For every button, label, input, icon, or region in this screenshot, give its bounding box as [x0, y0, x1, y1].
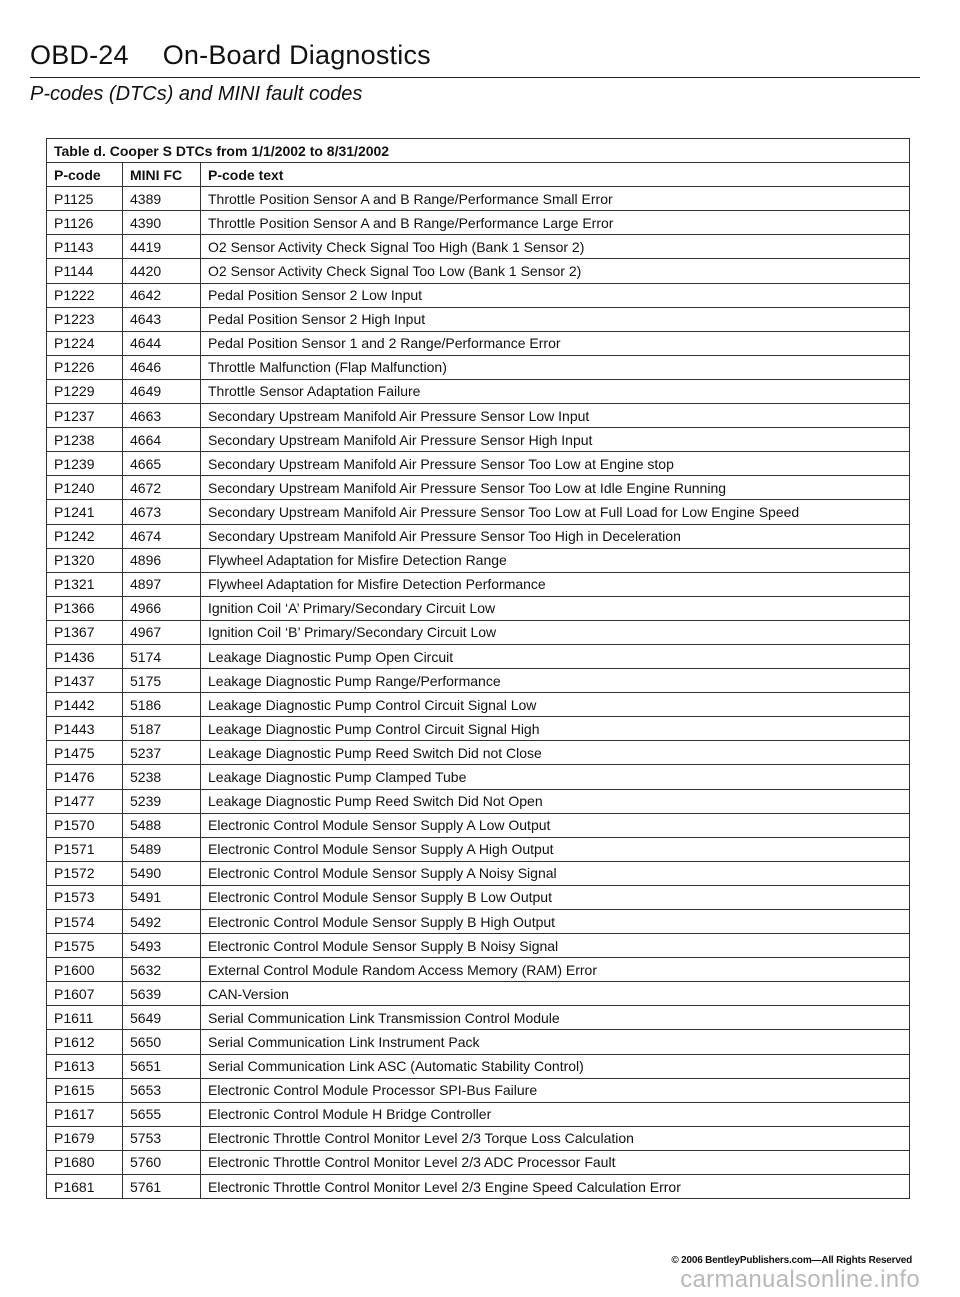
pcode-cell: P1570	[47, 813, 123, 837]
mini-fc-cell: 5651	[123, 1054, 201, 1078]
pcode-cell: P1475	[47, 741, 123, 765]
chapter-title: On-Board Diagnostics	[162, 40, 431, 70]
pcode-text-cell: Leakage Diagnostic Pump Range/Performance	[201, 669, 910, 693]
page-header	[30, 40, 920, 106]
pcode-text-cell: Electronic Control Module Sensor Supply A Noisy Signal	[201, 861, 910, 885]
pcode-cell: P1442	[47, 693, 123, 717]
pcode-text-cell: Leakage Diagnostic Pump Reed Switch Did not Close	[201, 741, 910, 765]
pcode-cell: P1680	[47, 1150, 123, 1174]
table-row	[47, 910, 910, 934]
mini-fc-cell: 5237	[123, 741, 201, 765]
table-row	[47, 524, 910, 548]
table-row	[47, 837, 910, 861]
mini-fc-cell: 4674	[123, 524, 201, 548]
pcode-cell: P1241	[47, 500, 123, 524]
mini-fc-cell: 5650	[123, 1030, 201, 1054]
mini-fc-cell: 5632	[123, 958, 201, 982]
mini-fc-cell: 4664	[123, 428, 201, 452]
table-row	[47, 211, 910, 235]
pcode-text-cell: O2 Sensor Activity Check Signal Too High (Bank 1 Sensor 2)	[201, 235, 910, 259]
table-row	[47, 1006, 910, 1030]
pcode-cell: P1125	[47, 187, 123, 211]
pcode-cell: P1443	[47, 717, 123, 741]
column-header-mini-fc: MINI FC	[123, 163, 201, 187]
table-row	[47, 620, 910, 644]
pcode-cell: P1575	[47, 934, 123, 958]
pcode-text-cell: Secondary Upstream Manifold Air Pressure Sensor Too Low at Engine stop	[201, 452, 910, 476]
mini-fc-cell: 5175	[123, 669, 201, 693]
pcode-cell: P1612	[47, 1030, 123, 1054]
pcode-text-cell: O2 Sensor Activity Check Signal Too Low (Bank 1 Sensor 2)	[201, 259, 910, 283]
pcode-cell: P1143	[47, 235, 123, 259]
mini-fc-cell: 4673	[123, 500, 201, 524]
pcode-cell: P1679	[47, 1126, 123, 1150]
table-row	[47, 307, 910, 331]
mini-fc-cell: 5492	[123, 910, 201, 934]
table-row	[47, 283, 910, 307]
table-row	[47, 476, 910, 500]
pcode-text-cell: Leakage Diagnostic Pump Clamped Tube	[201, 765, 910, 789]
pcode-text-cell: Leakage Diagnostic Pump Open Circuit	[201, 644, 910, 668]
pcode-text-cell: Secondary Upstream Manifold Air Pressure Sensor Too High in Deceleration	[201, 524, 910, 548]
pcode-text-cell: Electronic Control Module Sensor Supply A Low Output	[201, 813, 910, 837]
mini-fc-cell: 4966	[123, 596, 201, 620]
mini-fc-cell: 5761	[123, 1175, 201, 1199]
page-title	[30, 40, 920, 71]
table-caption-row	[47, 139, 910, 163]
pcode-text-cell: Electronic Control Module Sensor Supply B Low Output	[201, 885, 910, 909]
pcode-cell: P1222	[47, 283, 123, 307]
table-row	[47, 958, 910, 982]
table-row	[47, 1175, 910, 1199]
table-row	[47, 331, 910, 355]
copyright-notice: © 2006 BentleyPublishers.com—All Rights Reserved	[671, 1255, 912, 1266]
pcode-text-cell: Electronic Control Module Sensor Supply B High Output	[201, 910, 910, 934]
mini-fc-cell: 5655	[123, 1102, 201, 1126]
table-row	[47, 982, 910, 1006]
table-row	[47, 717, 910, 741]
pcode-cell: P1613	[47, 1054, 123, 1078]
pcode-cell: P1437	[47, 669, 123, 693]
pcode-text-cell: Leakage Diagnostic Pump Control Circuit Signal Low	[201, 693, 910, 717]
pcode-cell: P1681	[47, 1175, 123, 1199]
pcode-text-cell: Serial Communication Link Transmission Control Module	[201, 1006, 910, 1030]
page-subtitle: P-codes (DTCs) and MINI fault codes	[30, 83, 363, 105]
pcode-cell: P1239	[47, 452, 123, 476]
table-row	[47, 259, 910, 283]
pcode-cell: P1126	[47, 211, 123, 235]
mini-fc-cell: 4897	[123, 572, 201, 596]
table-header-row	[47, 163, 910, 187]
pcode-cell: P1611	[47, 1006, 123, 1030]
table-caption: Table d. Cooper S DTCs from 1/1/2002 to 8/31/2002	[47, 139, 910, 163]
mini-fc-cell: 5649	[123, 1006, 201, 1030]
table-row	[47, 596, 910, 620]
pcode-text-cell: CAN-Version	[201, 982, 910, 1006]
mini-fc-cell: 4646	[123, 355, 201, 379]
mini-fc-cell: 5488	[123, 813, 201, 837]
pcode-text-cell: Electronic Control Module Sensor Supply B Noisy Signal	[201, 934, 910, 958]
table-row	[47, 1078, 910, 1102]
column-header-pcode: P-code	[47, 163, 123, 187]
table-row	[47, 428, 910, 452]
pcode-text-cell: Leakage Diagnostic Pump Control Circuit Signal High	[201, 717, 910, 741]
mini-fc-cell: 4644	[123, 331, 201, 355]
pcode-cell: P1242	[47, 524, 123, 548]
mini-fc-cell: 4649	[123, 379, 201, 403]
table-row	[47, 548, 910, 572]
pcode-text-cell: Secondary Upstream Manifold Air Pressure Sensor Too Low at Idle Engine Running	[201, 476, 910, 500]
mini-fc-cell: 4672	[123, 476, 201, 500]
pcode-text-cell: Electronic Control Module H Bridge Controller	[201, 1102, 910, 1126]
pcode-text-cell: Electronic Control Module Processor SPI-Bus Failure	[201, 1078, 910, 1102]
mini-fc-cell: 5238	[123, 765, 201, 789]
pcode-cell: P1615	[47, 1078, 123, 1102]
pcode-text-cell: Serial Communication Link Instrument Pack	[201, 1030, 910, 1054]
table-row	[47, 500, 910, 524]
pcode-text-cell: Electronic Throttle Control Monitor Level 2/3 Engine Speed Calculation Error	[201, 1175, 910, 1199]
table-row	[47, 1030, 910, 1054]
pcode-text-cell: Pedal Position Sensor 2 Low Input	[201, 283, 910, 307]
mini-fc-cell: 5490	[123, 861, 201, 885]
pcode-cell: P1321	[47, 572, 123, 596]
pcode-text-cell: Secondary Upstream Manifold Air Pressure Sensor Low Input	[201, 404, 910, 428]
pcode-text-cell: Throttle Sensor Adaptation Failure	[201, 379, 910, 403]
mini-fc-cell: 4643	[123, 307, 201, 331]
mini-fc-cell: 5186	[123, 693, 201, 717]
pcode-text-cell: Secondary Upstream Manifold Air Pressure Sensor High Input	[201, 428, 910, 452]
table-row	[47, 669, 910, 693]
table-row	[47, 765, 910, 789]
mini-fc-cell: 4389	[123, 187, 201, 211]
pcode-text-cell: External Control Module Random Access Memory (RAM) Error	[201, 958, 910, 982]
mini-fc-cell: 4419	[123, 235, 201, 259]
mini-fc-cell: 5174	[123, 644, 201, 668]
table-row	[47, 885, 910, 909]
table-row	[47, 813, 910, 837]
pcode-cell: P1367	[47, 620, 123, 644]
table-row	[47, 572, 910, 596]
pcode-cell: P1238	[47, 428, 123, 452]
pcode-cell: P1607	[47, 982, 123, 1006]
watermark: carmanualsonline.info	[680, 1266, 920, 1293]
pcode-text-cell: Pedal Position Sensor 1 and 2 Range/Performance Error	[201, 331, 910, 355]
mini-fc-cell: 4642	[123, 283, 201, 307]
pcode-text-cell: Serial Communication Link ASC (Automatic Stability Control)	[201, 1054, 910, 1078]
mini-fc-cell: 5489	[123, 837, 201, 861]
table-row	[47, 1150, 910, 1174]
pcode-text-cell: Electronic Control Module Sensor Supply A High Output	[201, 837, 910, 861]
table-body	[47, 187, 910, 1199]
table-row	[47, 187, 910, 211]
mini-fc-cell: 5753	[123, 1126, 201, 1150]
mini-fc-cell: 5239	[123, 789, 201, 813]
mini-fc-cell: 5760	[123, 1150, 201, 1174]
mini-fc-cell: 5653	[123, 1078, 201, 1102]
pcode-cell: P1571	[47, 837, 123, 861]
mini-fc-cell: 4390	[123, 211, 201, 235]
table-row	[47, 644, 910, 668]
column-header-pcode-text: P-code text	[201, 163, 910, 187]
pcode-text-cell: Throttle Position Sensor A and B Range/Performance Small Error	[201, 187, 910, 211]
mini-fc-cell: 5491	[123, 885, 201, 909]
pcode-cell: P1320	[47, 548, 123, 572]
table-row	[47, 1054, 910, 1078]
pcode-text-cell: Ignition Coil ‘A’ Primary/Secondary Circuit Low	[201, 596, 910, 620]
pcode-cell: P1237	[47, 404, 123, 428]
pcode-cell: P1574	[47, 910, 123, 934]
table-row	[47, 404, 910, 428]
pcode-text-cell: Throttle Malfunction (Flap Malfunction)	[201, 355, 910, 379]
mini-fc-cell: 4665	[123, 452, 201, 476]
pcode-cell: P1436	[47, 644, 123, 668]
table-row	[47, 934, 910, 958]
pcode-cell: P1229	[47, 379, 123, 403]
pcode-text-cell: Ignition Coil ‘B’ Primary/Secondary Circuit Low	[201, 620, 910, 644]
pcode-text-cell: Electronic Throttle Control Monitor Level 2/3 Torque Loss Calculation	[201, 1126, 910, 1150]
pcode-text-cell: Secondary Upstream Manifold Air Pressure Sensor Too Low at Full Load for Low Engine Speed	[201, 500, 910, 524]
table-row	[47, 235, 910, 259]
pcode-cell: P1572	[47, 861, 123, 885]
pcode-cell: P1144	[47, 259, 123, 283]
table-row	[47, 379, 910, 403]
mini-fc-cell: 5639	[123, 982, 201, 1006]
table-row	[47, 789, 910, 813]
pcode-text-cell: Flywheel Adaptation for Misfire Detection Range	[201, 548, 910, 572]
mini-fc-cell: 4896	[123, 548, 201, 572]
mini-fc-cell: 5493	[123, 934, 201, 958]
section-number: OBD-24	[30, 40, 129, 70]
mini-fc-cell: 4663	[123, 404, 201, 428]
table-row	[47, 1102, 910, 1126]
pcode-cell: P1573	[47, 885, 123, 909]
pcode-text-cell: Pedal Position Sensor 2 High Input	[201, 307, 910, 331]
pcode-cell: P1226	[47, 355, 123, 379]
table-row	[47, 355, 910, 379]
pcode-text-cell: Flywheel Adaptation for Misfire Detection Performance	[201, 572, 910, 596]
pcode-text-cell: Throttle Position Sensor A and B Range/Performance Large Error	[201, 211, 910, 235]
pcode-cell: P1617	[47, 1102, 123, 1126]
table-row	[47, 861, 910, 885]
pcode-cell: P1224	[47, 331, 123, 355]
pcode-text-cell: Electronic Throttle Control Monitor Level 2/3 ADC Processor Fault	[201, 1150, 910, 1174]
header-divider	[30, 77, 920, 78]
pcode-cell: P1223	[47, 307, 123, 331]
table-row	[47, 452, 910, 476]
dtc-table	[46, 138, 910, 1199]
pcode-cell: P1476	[47, 765, 123, 789]
table-row	[47, 693, 910, 717]
pcode-cell: P1477	[47, 789, 123, 813]
mini-fc-cell: 5187	[123, 717, 201, 741]
table-row	[47, 741, 910, 765]
pcode-text-cell: Leakage Diagnostic Pump Reed Switch Did Not Open	[201, 789, 910, 813]
pcode-cell: P1600	[47, 958, 123, 982]
mini-fc-cell: 4967	[123, 620, 201, 644]
pcode-cell: P1240	[47, 476, 123, 500]
pcode-cell: P1366	[47, 596, 123, 620]
table-row	[47, 1126, 910, 1150]
mini-fc-cell: 4420	[123, 259, 201, 283]
